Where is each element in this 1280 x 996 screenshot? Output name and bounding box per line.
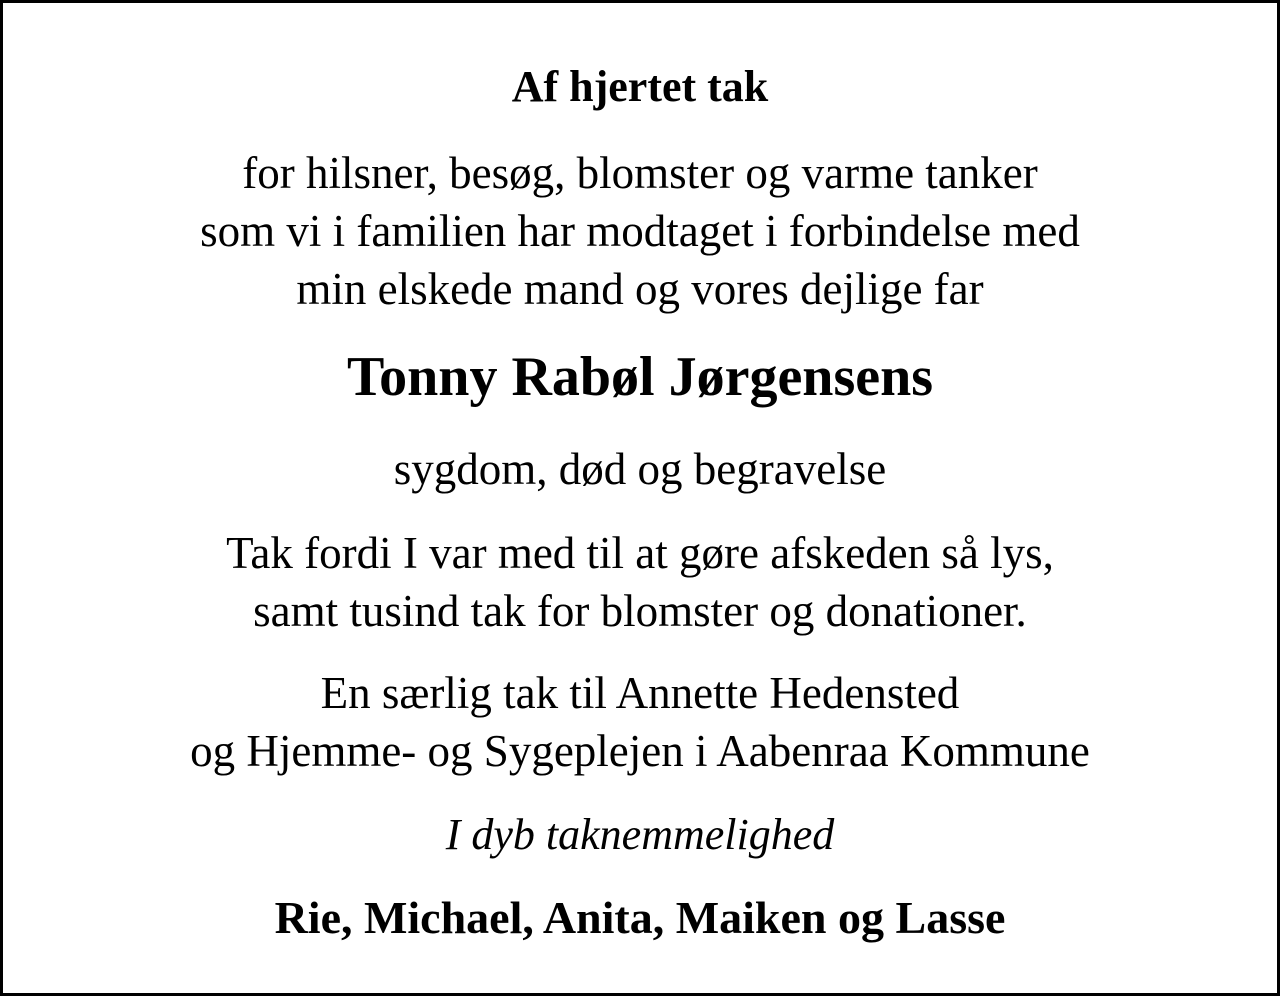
closing-text: I dyb taknemmelighed: [445, 810, 835, 859]
occasion-text: sygdom, død og begravelse: [393, 444, 887, 494]
special-thanks-line-2: og Hjemme- og Sygeplejen i Aabenraa Kommune: [190, 726, 1090, 776]
intro-line-3: min elskede mand og vores dejlige far: [296, 264, 984, 314]
intro-line-1: for hilsner, besøg, blomster og varme tanker: [242, 148, 1038, 198]
intro-line-2: som vi i familien har modtaget i forbindelse med: [200, 206, 1080, 256]
notice-heading: Af hjertet tak: [511, 62, 769, 111]
deceased-name: Tonny Rabøl Jørgensens: [346, 346, 934, 408]
special-thanks-line-1: En særlig tak til Annette Hedensted: [320, 668, 960, 718]
thanks-line-1: Tak fordi I var med til at gøre afskeden så lys,: [226, 528, 1054, 578]
thanks-line-2: samt tusind tak for blomster og donationer.: [253, 586, 1027, 636]
signatures: Rie, Michael, Anita, Maiken og Lasse: [274, 892, 1006, 943]
